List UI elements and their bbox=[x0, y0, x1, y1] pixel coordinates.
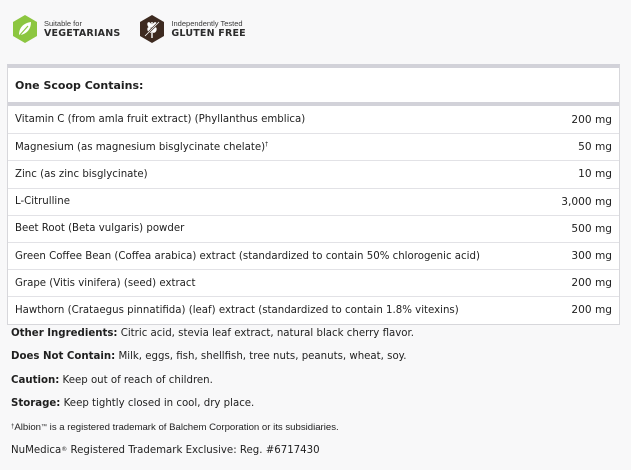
albion-name: Albion bbox=[14, 421, 42, 433]
caution-note bbox=[11, 374, 621, 388]
leaf-icon bbox=[11, 14, 39, 44]
albion-trademark-text: is a registered trademark of Balchem Corporation or its subsidiaries. bbox=[47, 421, 339, 433]
facts-header: One Scoop Contains: bbox=[8, 68, 619, 106]
ingredient-name: Magnesium (as magnesium bisglycinate chelate) bbox=[15, 141, 266, 153]
wheat-icon bbox=[138, 14, 166, 44]
ingredient-amount: 10 mg bbox=[578, 168, 612, 181]
other-ingredients-text: Citric acid, stevia leaf extract, natural black cherry flavor. bbox=[117, 328, 414, 339]
table-row bbox=[8, 242, 619, 269]
table-row bbox=[8, 160, 619, 187]
ingredient-name: Hawthorn (Crataegus pinnatifida) (leaf) extract (standardized to contain 1.8% vitexins) bbox=[15, 304, 459, 316]
dagger-mark: † bbox=[11, 423, 15, 430]
ingredient-name-group bbox=[15, 142, 268, 153]
other-ingredients-label: Other Ingredients: bbox=[11, 328, 118, 339]
ingredient-name: Vitamin C (from amla fruit extract) (Phyllanthus emblica) bbox=[15, 114, 306, 126]
caution-text: Keep out of reach of children. bbox=[59, 374, 213, 386]
table-row bbox=[8, 133, 619, 160]
storage-label: Storage: bbox=[11, 398, 61, 410]
table-row bbox=[8, 188, 619, 215]
storage-text: Keep tightly closed in cool, dry place. bbox=[60, 398, 255, 410]
numedica-name: NuMedica bbox=[11, 444, 62, 456]
does-not-contain-label: Does Not Contain: bbox=[11, 351, 116, 363]
other-ingredients-note bbox=[11, 327, 621, 341]
ingredient-name: Zinc (as zinc bisglycinate) bbox=[15, 168, 148, 180]
vegetarian-badge bbox=[11, 14, 120, 44]
table-row bbox=[8, 215, 619, 242]
registered-mark: ® bbox=[61, 445, 68, 453]
numedica-trademark-note bbox=[11, 444, 621, 458]
ingredient-name: Grape (Vitis vinifera) (seed) extract bbox=[15, 277, 196, 289]
does-not-contain-note bbox=[11, 350, 621, 364]
caution-label: Caution: bbox=[11, 374, 60, 386]
gluten-free-badge bbox=[138, 14, 245, 44]
ingredient-name: L-Citrulline bbox=[15, 196, 70, 208]
facts-body bbox=[8, 106, 619, 324]
ingredient-amount: 3,000 mg bbox=[561, 195, 612, 208]
storage-note bbox=[11, 397, 621, 411]
trademark-mark: ™ bbox=[41, 423, 48, 430]
table-row bbox=[8, 106, 619, 133]
table-row bbox=[8, 269, 619, 296]
ingredient-amount: 300 mg bbox=[571, 250, 612, 263]
ingredient-amount: 500 mg bbox=[571, 222, 612, 235]
certification-badges bbox=[11, 13, 264, 45]
numedica-trademark-text: Registered Trademark Exclusive: Reg. #6717430 bbox=[67, 444, 320, 456]
dagger-mark: † bbox=[265, 140, 269, 148]
does-not-contain-text: Milk, eggs, fish, shellfish, tree nuts, peanuts, wheat, soy. bbox=[115, 351, 407, 363]
ingredient-name: Green Coffee Bean (Coffea arabica) extract (standardized to contain 50% chlorogenic acid) bbox=[15, 250, 480, 262]
vegetarian-badge-caption: Suitable for bbox=[44, 18, 82, 28]
ingredient-amount: 200 mg bbox=[571, 113, 612, 126]
gluten-free-badge-caption: Independently Tested bbox=[171, 18, 243, 28]
vegetarian-badge-title: VEGETARIANS bbox=[44, 28, 121, 39]
supplement-facts-table bbox=[7, 64, 620, 325]
label-notes bbox=[11, 327, 621, 467]
ingredient-amount: 200 mg bbox=[571, 304, 612, 317]
albion-trademark-note bbox=[11, 421, 621, 435]
ingredient-amount: 50 mg bbox=[578, 141, 612, 154]
gluten-free-badge-title: GLUTEN FREE bbox=[171, 28, 246, 39]
table-row bbox=[8, 296, 619, 323]
ingredient-amount: 200 mg bbox=[571, 277, 612, 290]
ingredient-name: Beet Root (Beta vulgaris) powder bbox=[15, 223, 185, 235]
